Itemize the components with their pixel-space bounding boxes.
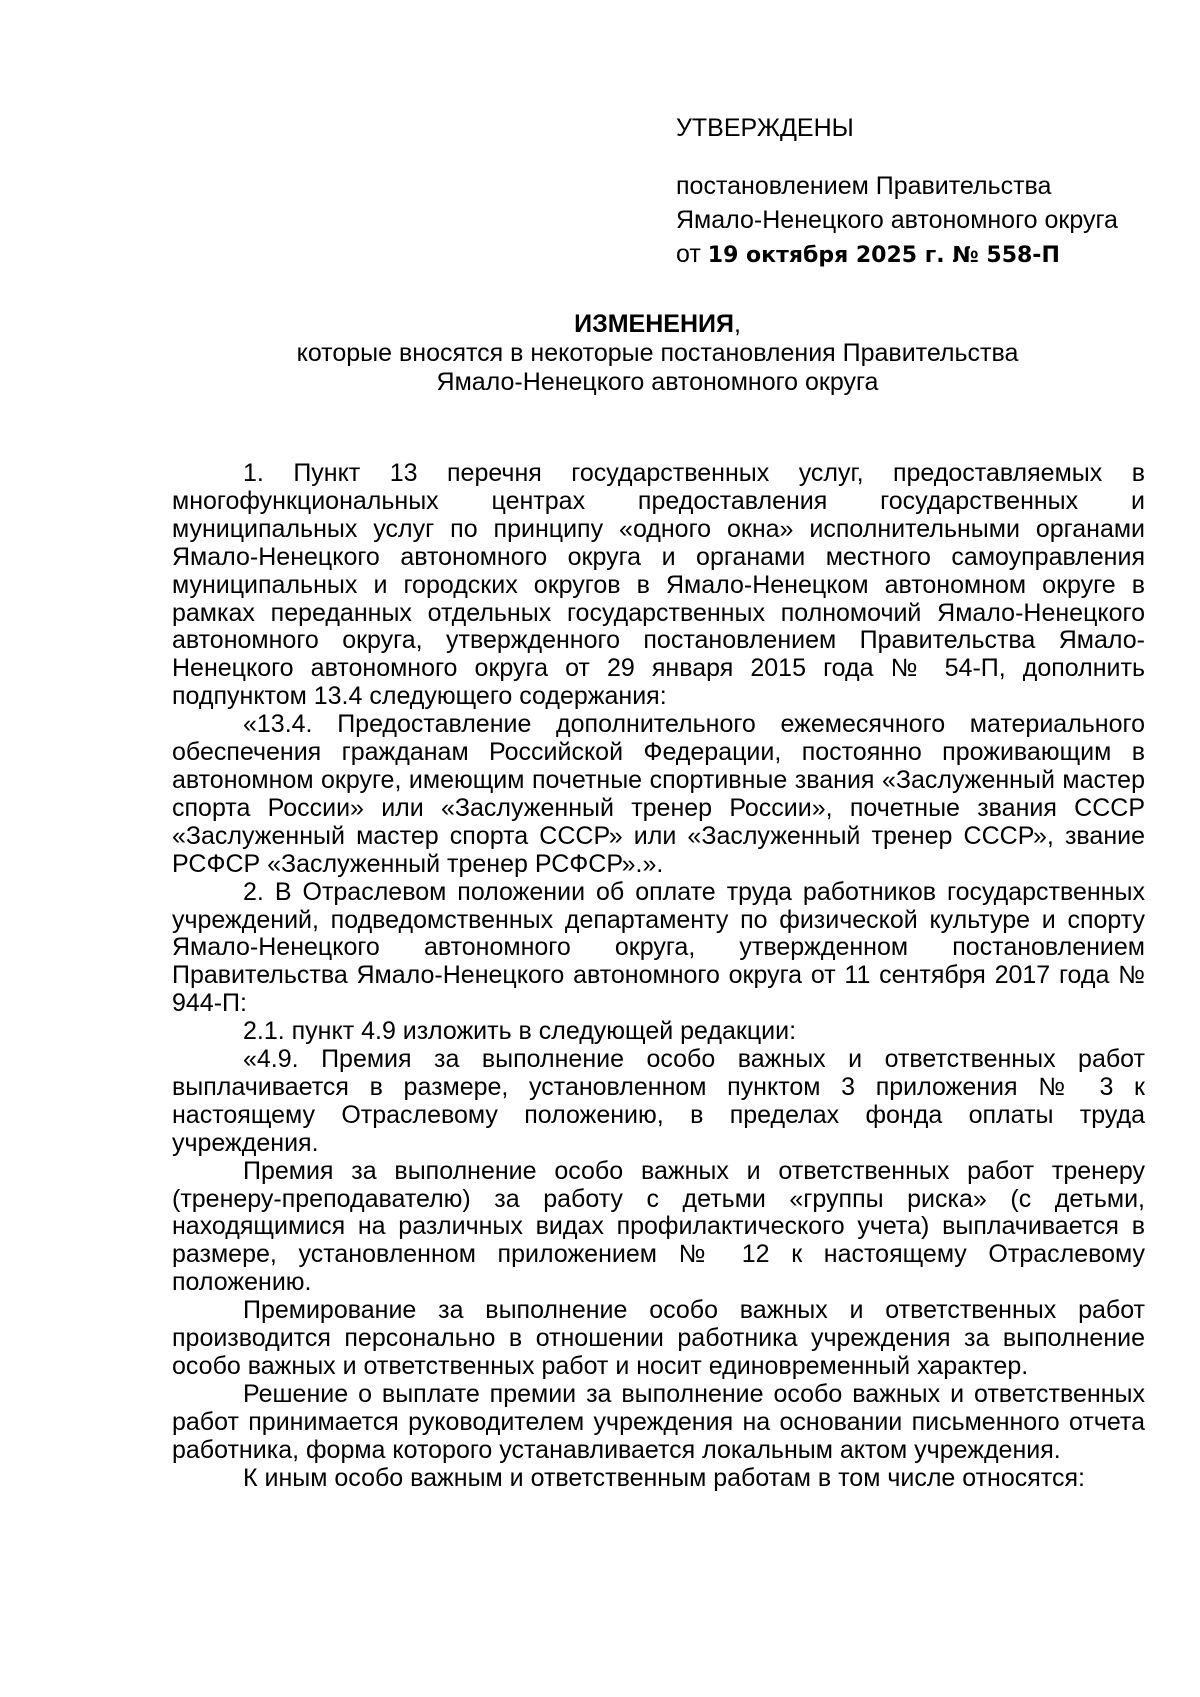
approval-government-line: Ямало-Ненецкого автономного округа — [676, 206, 1118, 234]
paragraph-trainer-bonus: Премия за выполнение особо важных и ответственных работ тренеру (тренеру-преподавателю) за работу с детьми «группы риска» (с детьми, находящимися на различных видах профилактического учета) выплачивается в размере, установленном приложением № 12 к настоящему Отраслевому положению. — [172, 1156, 1145, 1297]
document-subtitle-line-1: которые вносятся в некоторые постановления Правительства — [296, 339, 1019, 367]
paragraph-quote-4-9: «4.9. Премия за выполнение особо важных и ответственных работ выплачивается в размере, установленном пунктом 3 приложения № 3 к настоящему Отраслевому положению, в пределах фонда оплаты труда учреждения. — [172, 1045, 1145, 1157]
document-title — [170, 310, 1145, 339]
paragraph-bonus-personal: Премирование за выполнение особо важных и ответственных работ производится персонально в отношении работника учреждения за выполнение особо важных и ответственных работ и носит единовременный характер. — [172, 1296, 1145, 1380]
approval-decree-line: постановлением Правительства — [676, 172, 1052, 200]
document-title-comma: , — [733, 310, 741, 338]
document-subtitle-line-2: Ямало-Ненецкого автономного округа — [436, 368, 879, 396]
paragraph-bonus-decision: Решение о выплате премии за выполнение особо важных и ответственных работ принимается руководителем учреждения на основании письменного отчета работника, форма которого устанавливается локальным актом учреждения. — [172, 1379, 1145, 1464]
paragraph-item-2: 2. В Отраслевом положении об оплате труда работников государственных учреждений, подведомственных департаменту по физической культуре и спорту Ямало-Ненецкого автономного округа, утвержденном постановлением Правительства Ямало-Ненецкого автономного округа от 11 сентября 2017 года № 944-П: — [172, 877, 1145, 1018]
document-title-word: ИЗМЕНЕНИЯ — [574, 310, 734, 338]
approval-date-prefix: от — [676, 240, 701, 268]
approved-label: УТВЕРЖДЕНЫ — [676, 114, 854, 142]
approval-date-number: 19 октября 2025 г. № 558-П — [707, 243, 1060, 268]
approval-date-line — [676, 237, 1166, 273]
document-body — [172, 460, 1145, 1493]
paragraph-item-2-1: 2.1. пункт 4.9 изложить в следующей редакции: — [243, 1017, 797, 1046]
document-title-block — [170, 310, 1145, 397]
paragraph-other-works: К иным особо важным и ответственным работам в том числе относятся: — [243, 1463, 1085, 1492]
approval-block — [676, 111, 1166, 273]
paragraph-item-1: 1. Пункт 13 перечня государственных услуг, предоставляемых в многофункциональных центрах предоставления государственных и муниципальных услуг по принципу «одного окна» исполнительными органами Ямало-Ненецкого автономного округа и органами местного самоуправления муниципальных и городских округов в Ямало-Ненецком автономном округе в рамках переданных отдельных государственных полномочий Ямало-Ненецкого автономного округа, утвержденного постановлением Правительства Ямало-Ненецкого автономного округа от 29 января 2015 года № 54-П, дополнить подпунктом 13.4 следующего содержания: — [172, 459, 1145, 711]
paragraph-quote-13-4: «13.4. Предоставление дополнительного ежемесячного материального обеспечения гражданам Российской Федерации, постоянно проживающим в автономном округе, имеющим почетные спортивные звания «Заслуженный мастер спорта России» или «Заслуженный тренер России», почетные звания СССР «Заслуженный мастер спорта СССР» или «Заслуженный тренер СССР», звание РСФСР «Заслуженный тренер РСФСР».». — [172, 710, 1145, 878]
